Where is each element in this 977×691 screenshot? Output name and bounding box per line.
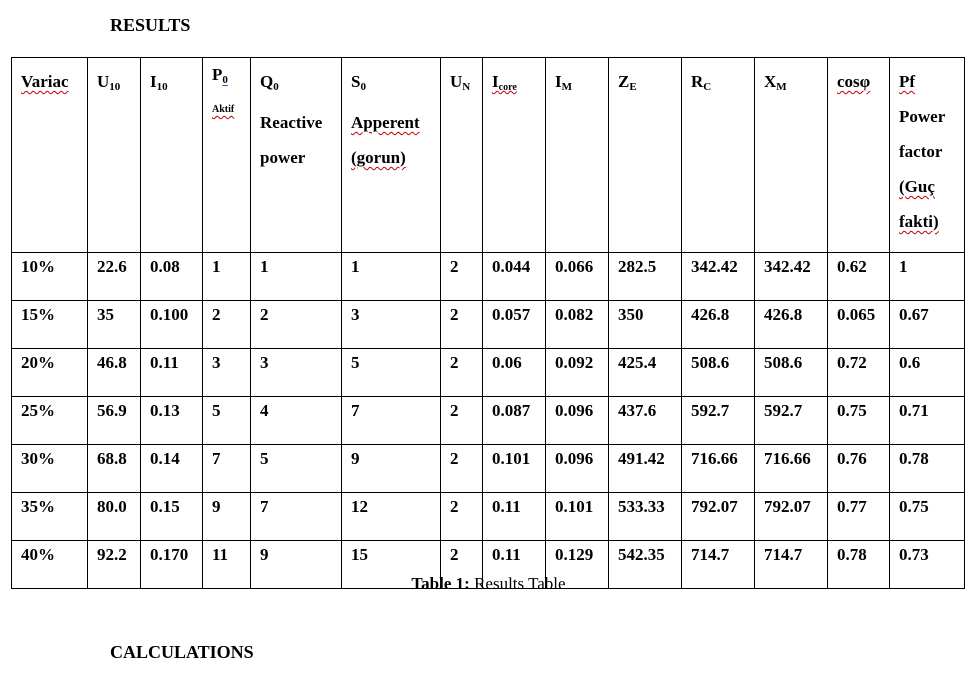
table-cell: 0.096 [546,397,609,445]
table-cell: 1 [890,253,965,301]
header-xm: $X_M$ [755,58,828,253]
header-s0: $S_0$ Apperent (gorun) [342,58,441,253]
table-cell: 12 [342,493,441,541]
table-cell: 0.092 [546,349,609,397]
table-row [12,253,965,301]
table-cell: 0.62 [828,253,890,301]
table-cell: 9 [251,541,342,589]
table-cell: 11 [203,541,251,589]
table-cell: 491.42 [609,445,682,493]
header-cosphi: cosφ [828,58,890,253]
table-cell: 0.087 [483,397,546,445]
table-cell: 2 [441,253,483,301]
table-cell: 5 [203,397,251,445]
table-cell: 426.8 [682,301,755,349]
table-cell: 792.07 [755,493,828,541]
table-cell: 2 [441,397,483,445]
header-un: $U_N$ [441,58,483,253]
calculations-heading: CALCULATIONS [110,642,254,662]
table-cell: 25% [12,397,88,445]
table-row [12,301,965,349]
table-cell: 0.6 [890,349,965,397]
table-row [12,349,965,397]
table-cell: 15 [342,541,441,589]
header-im: $I_M$ [546,58,609,253]
table-cell: 716.66 [755,445,828,493]
table-cell: 0.75 [890,493,965,541]
header-rc: $R_C$ [682,58,755,253]
table-cell: 0.75 [828,397,890,445]
table-cell: 0.78 [890,445,965,493]
table-cell: 0.72 [828,349,890,397]
table-cell: 0.044 [483,253,546,301]
table-cell: 542.35 [609,541,682,589]
table-cell: 10% [12,253,88,301]
table-body [12,253,965,589]
table-cell: 0.100 [141,301,203,349]
table-cell: 592.7 [755,397,828,445]
table-cell: 5 [342,349,441,397]
table-cell: 40% [12,541,88,589]
table-cell: 15% [12,301,88,349]
table-cell: 342.42 [682,253,755,301]
table-row [12,397,965,445]
table-cell: 282.5 [609,253,682,301]
results-heading: RESULTS [110,15,191,35]
table-cell: 350 [609,301,682,349]
table-cell: 714.7 [755,541,828,589]
table-cell: 0.13 [141,397,203,445]
table-cell: 508.6 [682,349,755,397]
table-cell: 0.101 [546,493,609,541]
table-cell: 7 [251,493,342,541]
table-cell: 4 [251,397,342,445]
header-icore: Icore [483,58,546,253]
header-q0: $Q_0$ Reactive power [251,58,342,253]
table-cell: 1 [342,253,441,301]
table-cell: 0.77 [828,493,890,541]
table-cell: 0.057 [483,301,546,349]
table-cell: 22.6 [88,253,141,301]
table-cell: 5 [251,445,342,493]
table-cell: 0.73 [890,541,965,589]
table-cell: 0.08 [141,253,203,301]
table-row [12,445,965,493]
table-cell: 2 [441,493,483,541]
table-header-row [12,58,965,253]
table-cell: 0.11 [483,493,546,541]
table-cell: 9 [342,445,441,493]
table-cell: 714.7 [682,541,755,589]
table-cell: 46.8 [88,349,141,397]
table-cell: 0.129 [546,541,609,589]
table-cell: 0.15 [141,493,203,541]
table-cell: 792.07 [682,493,755,541]
table-cell: 2 [441,541,483,589]
caption-text: Results Table [469,574,566,593]
table-cell: 30% [12,445,88,493]
table-cell: 7 [342,397,441,445]
table-cell: 1 [203,253,251,301]
caption-label: Table 1: [411,574,470,593]
table-cell: 533.33 [609,493,682,541]
table-cell: 56.9 [88,397,141,445]
table-cell: 3 [342,301,441,349]
table-cell: 35 [88,301,141,349]
table-cell: 0.06 [483,349,546,397]
table-cell: 0.14 [141,445,203,493]
header-p0: $P_0$ Aktif [203,58,251,253]
table-cell: 2 [251,301,342,349]
table-cell: 0.11 [141,349,203,397]
table-cell: 437.6 [609,397,682,445]
table-cell: 92.2 [88,541,141,589]
table-cell: 9 [203,493,251,541]
table-cell: 3 [251,349,342,397]
header-pf: Pf Power factor (Guç fakti) [890,58,965,253]
table-cell: 7 [203,445,251,493]
table-cell: 2 [203,301,251,349]
table-cell: 20% [12,349,88,397]
table-row [12,493,965,541]
table-cell: 508.6 [755,349,828,397]
results-table [11,57,965,589]
table-cell: 0.082 [546,301,609,349]
table-cell: 342.42 [755,253,828,301]
table-cell: 1 [251,253,342,301]
table-cell: 80.0 [88,493,141,541]
header-u10: $U_{10}$ [88,58,141,253]
table-cell: 0.096 [546,445,609,493]
header-variac: Variac [12,58,88,253]
table-cell: 716.66 [682,445,755,493]
table-cell: 0.76 [828,445,890,493]
table-cell: 68.8 [88,445,141,493]
table-cell: 2 [441,445,483,493]
table-cell: 592.7 [682,397,755,445]
table-cell: 0.066 [546,253,609,301]
table-cell: 3 [203,349,251,397]
table-cell: 0.170 [141,541,203,589]
table-cell: 35% [12,493,88,541]
table-caption [0,574,977,594]
table-cell: 0.101 [483,445,546,493]
table-cell: 2 [441,349,483,397]
header-ze: $Z_E$ [609,58,682,253]
table-cell: 2 [441,301,483,349]
table-cell: 426.8 [755,301,828,349]
table-cell: 0.71 [890,397,965,445]
table-cell: 425.4 [609,349,682,397]
table-cell: 0.065 [828,301,890,349]
table-cell: 0.78 [828,541,890,589]
table-cell: 0.11 [483,541,546,589]
table-cell: 0.67 [890,301,965,349]
header-i10: $I_{10}$ [141,58,203,253]
